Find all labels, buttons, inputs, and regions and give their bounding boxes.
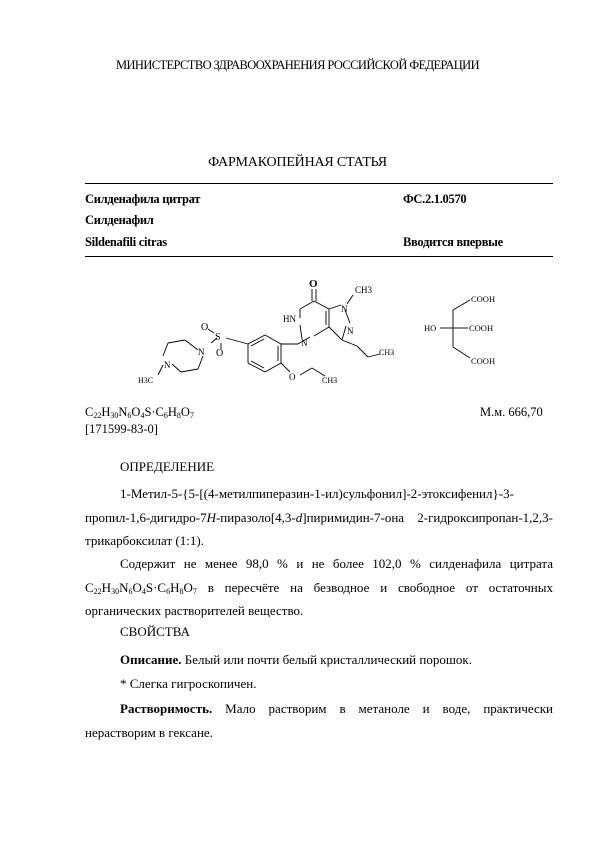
article-name-ru: Силденафила цитрат	[85, 192, 201, 206]
label-ch3-top: CH3	[355, 285, 373, 295]
label-n1: N	[341, 304, 348, 314]
structural-formula	[0, 270, 595, 400]
molecular-weight: М.м. 666,70	[480, 405, 543, 419]
label-sulfonyl-o1: O	[201, 322, 209, 333]
article-code: ФС.2.1.0570	[403, 192, 467, 206]
article-status: Вводится впервые	[403, 235, 503, 249]
label-n2: N	[347, 326, 354, 336]
description-paragraph	[85, 648, 553, 672]
chem-name-part1: 1-Метил-5-{5-[(4-метилпиперазин-1-ил)сульфонил]-2-этоксифенил}-3-пропил-1,6-дигидро-7	[85, 486, 514, 525]
cas-number: [171599-83-0]	[85, 422, 158, 436]
solubility-label: Растворимость.	[120, 701, 213, 716]
chemical-name-paragraph	[85, 482, 553, 553]
label-citrate-cooh1: COOH	[471, 294, 496, 304]
label-hn: HN	[283, 314, 296, 324]
label-h3c: H3C	[138, 376, 154, 385]
document-type-title: ФАРМАКОПЕЙНАЯ СТАТЬЯ	[208, 155, 387, 170]
content-paragraph: Содержит не менее 98,0 % и не более 102,0 % силденафила цитрата $C_{22}H_{30}N_6O_4S\cdot C_6H_8O_7$ в пересчёте на безводное и свободное от остаточных органических растворителей вещество.	[85, 556, 554, 618]
properties-heading: СВОЙСТВА	[120, 624, 190, 639]
description-text: Белый или почти белый кристаллический порошок.	[184, 652, 472, 667]
label-pip-n1: N	[198, 347, 205, 357]
solubility-paragraph	[85, 697, 553, 744]
label-n3: N	[301, 338, 308, 348]
description-label: Описание.	[120, 652, 182, 667]
bottom-divider	[85, 256, 553, 257]
content-part2: в пересчёте на безводное и свободное от остаточных органических растворителей вещество.	[85, 579, 554, 618]
article-name-latin: Sildenafili citras	[85, 235, 167, 249]
label-pip-n2: N	[164, 360, 171, 370]
hygroscopic-note: * Слегка гигроскопичен.	[120, 676, 257, 691]
chem-name-part2: -пиразоло[4,3-	[215, 509, 296, 525]
content-part1: Содержит не менее 98,0 % и не более 102,0 % силденафила цитрата	[120, 556, 553, 571]
label-ethyl-ch3: CH3	[322, 376, 338, 385]
chem-name-part3: ]пиримидин-7-она 2-гидроксипропан-1,2,3-трикарбоксилат (1:1).	[85, 509, 553, 548]
article-name-ru-alt: Силденафил	[85, 213, 154, 227]
definition-heading: ОПРЕДЕЛЕНИЕ	[120, 459, 215, 474]
label-propyl-ch3: CH3	[379, 348, 395, 357]
label-citrate-ho: HO	[424, 323, 437, 333]
label-citrate-cooh2: COOH	[469, 323, 494, 333]
label-ether-o: O	[289, 372, 296, 382]
top-divider	[85, 183, 553, 184]
label-sulfonyl-s: S	[215, 332, 221, 343]
chem-name-h: H	[206, 509, 216, 525]
molecular-formula: $C_{22}H_{30}N_6O_4S\cdot C_6H_8O_7$	[85, 405, 194, 420]
chem-name-d: d	[295, 509, 303, 525]
solubility-text: Мало растворим в метаноле и воде, практически нерастворим в гексане.	[85, 701, 554, 740]
label-sulfonyl-o2: O	[216, 348, 224, 359]
label-citrate-cooh3: COOH	[471, 356, 496, 366]
ministry-title: МИНИСТЕРСТВО ЗДРАВООХРАНЕНИЯ РОССИЙСКОЙ ФЕДЕРАЦИИ	[115, 58, 480, 72]
label-o-top: O	[309, 278, 318, 290]
